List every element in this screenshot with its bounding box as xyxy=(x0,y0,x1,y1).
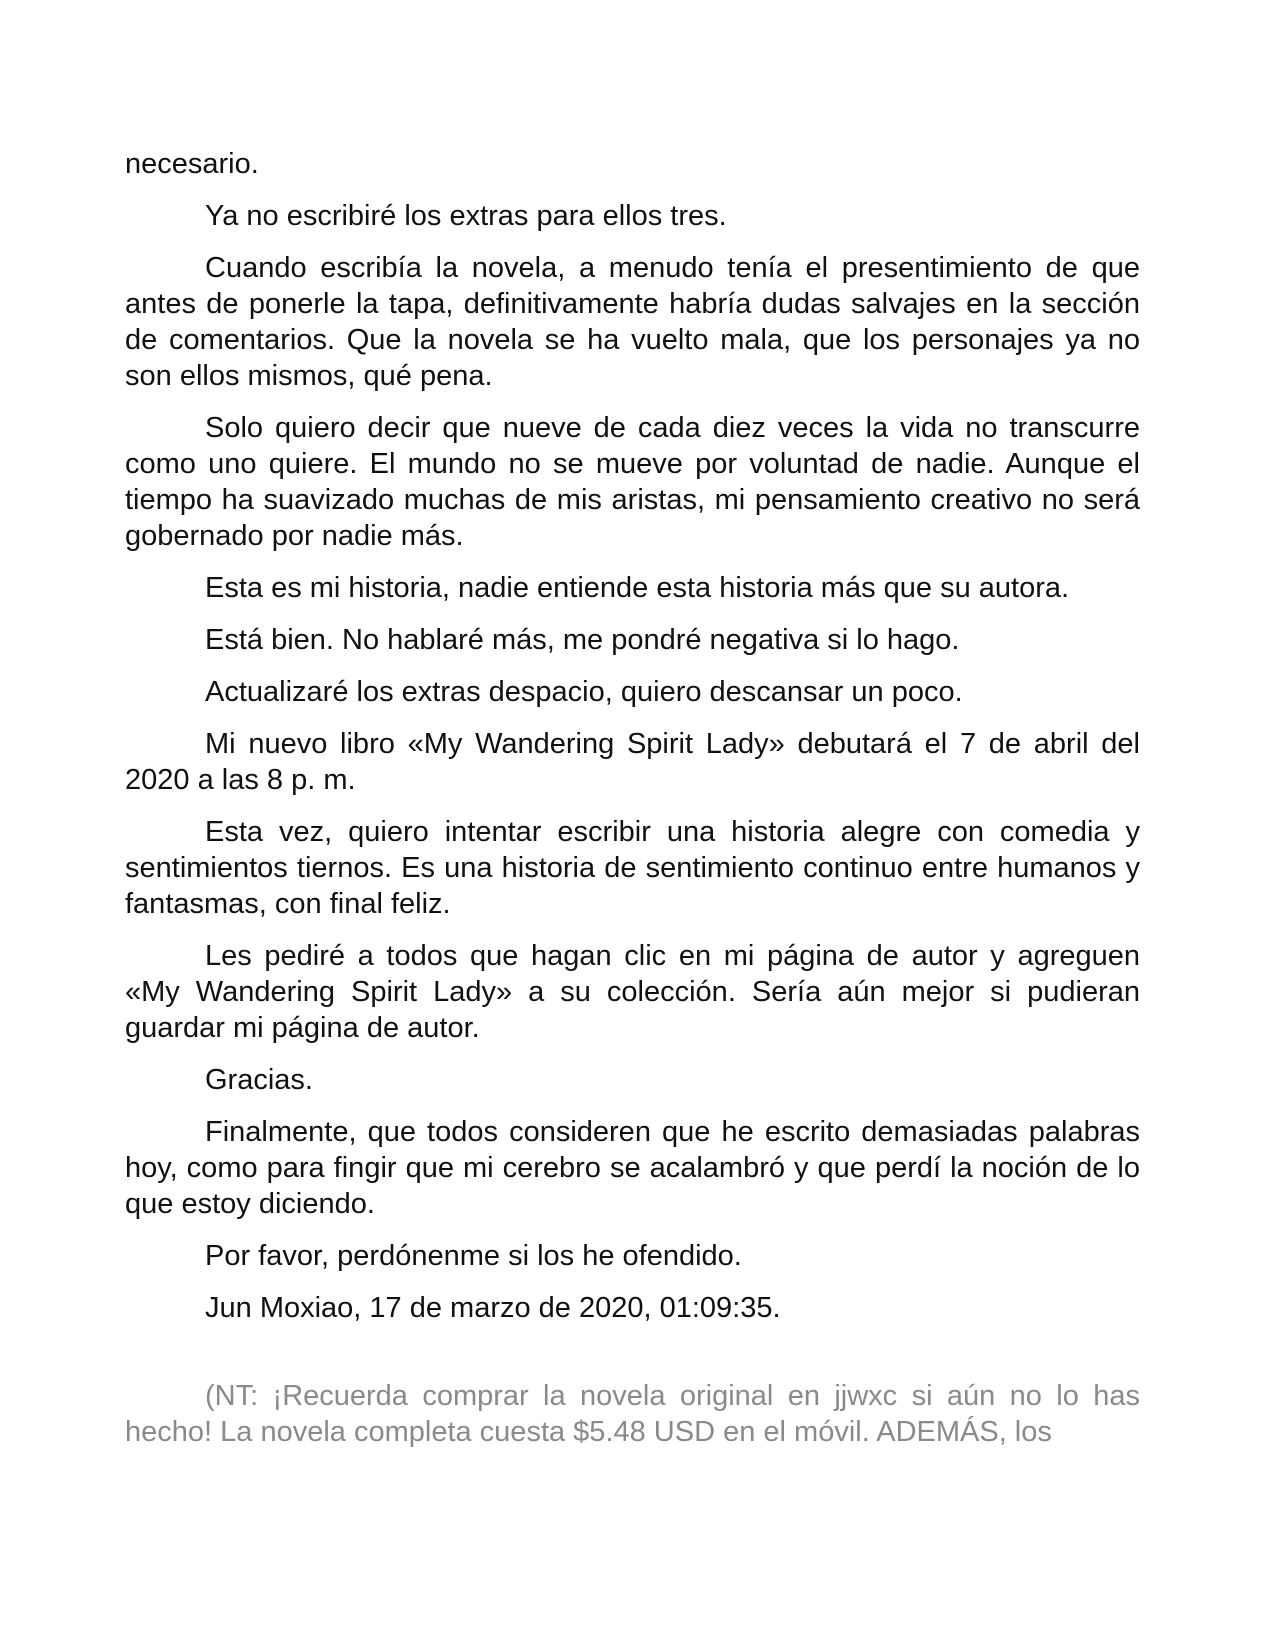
paragraph-1: necesario. xyxy=(125,148,259,180)
paragraph-6: Está bien. No hablaré más, me pondré negativa si lo hago. xyxy=(205,624,960,656)
signature-line: Jun Moxiao, 17 de marzo de 2020, 01:09:35. xyxy=(205,1292,781,1324)
paragraph-10: Les pediré a todos que hagan clic en mi página de autor y agreguen «My Wandering Spirit Lady» a su colección. Sería aún mejor si pudieran guardar mi página de autor. xyxy=(125,940,1140,1044)
paragraph-12: Finalmente, que todos consideren que he escrito demasiadas palabras hoy, como para fingir que mi cerebro se acalambró y que perdí la noción de lo que estoy diciendo. xyxy=(125,1116,1140,1220)
paragraph-9: Esta vez, quiero intentar escribir una historia alegre con comedia y sentimientos tiernos. Es una historia de sentimiento continuo entre humanos y fantasmas, con final feliz. xyxy=(125,816,1140,920)
paragraph-8: Mi nuevo libro «My Wandering Spirit Lady» debutará el 7 de abril del 2020 a las 8 p. m. xyxy=(125,728,1140,796)
paragraph-3: Cuando escribía la novela, a menudo tenía el presentimiento de que antes de ponerle la tapa, definitivamente habría dudas salvajes en la sección de comentarios. Que la novela se ha vuelto mala, que los personajes ya no son ellos mismos, qué pena. xyxy=(125,252,1140,392)
paragraph-2: Ya no escribiré los extras para ellos tres. xyxy=(205,200,727,232)
paragraph-13: Por favor, perdónenme si los he ofendido. xyxy=(205,1240,742,1272)
translator-note: (NT: ¡Recuerda comprar la novela original en jjwxc si aún no lo has hecho! La novela completa cuesta $5.48 USD en el móvil. ADEMÁS, los xyxy=(125,1380,1140,1448)
page-text-body xyxy=(125,146,1140,1466)
paragraph-7: Actualizaré los extras despacio, quiero descansar un poco. xyxy=(205,676,963,708)
paragraph-5: Esta es mi historia, nadie entiende esta historia más que su autora. xyxy=(205,572,1070,604)
paragraph-4: Solo quiero decir que nueve de cada diez veces la vida no transcurre como uno quiere. El mundo no se mueve por voluntad de nadie. Aunque el tiempo ha suavizado muchas de mis aristas, mi pensamiento creativo no será gobernado por nadie más. xyxy=(125,412,1140,552)
paragraph-11: Gracias. xyxy=(205,1064,313,1096)
